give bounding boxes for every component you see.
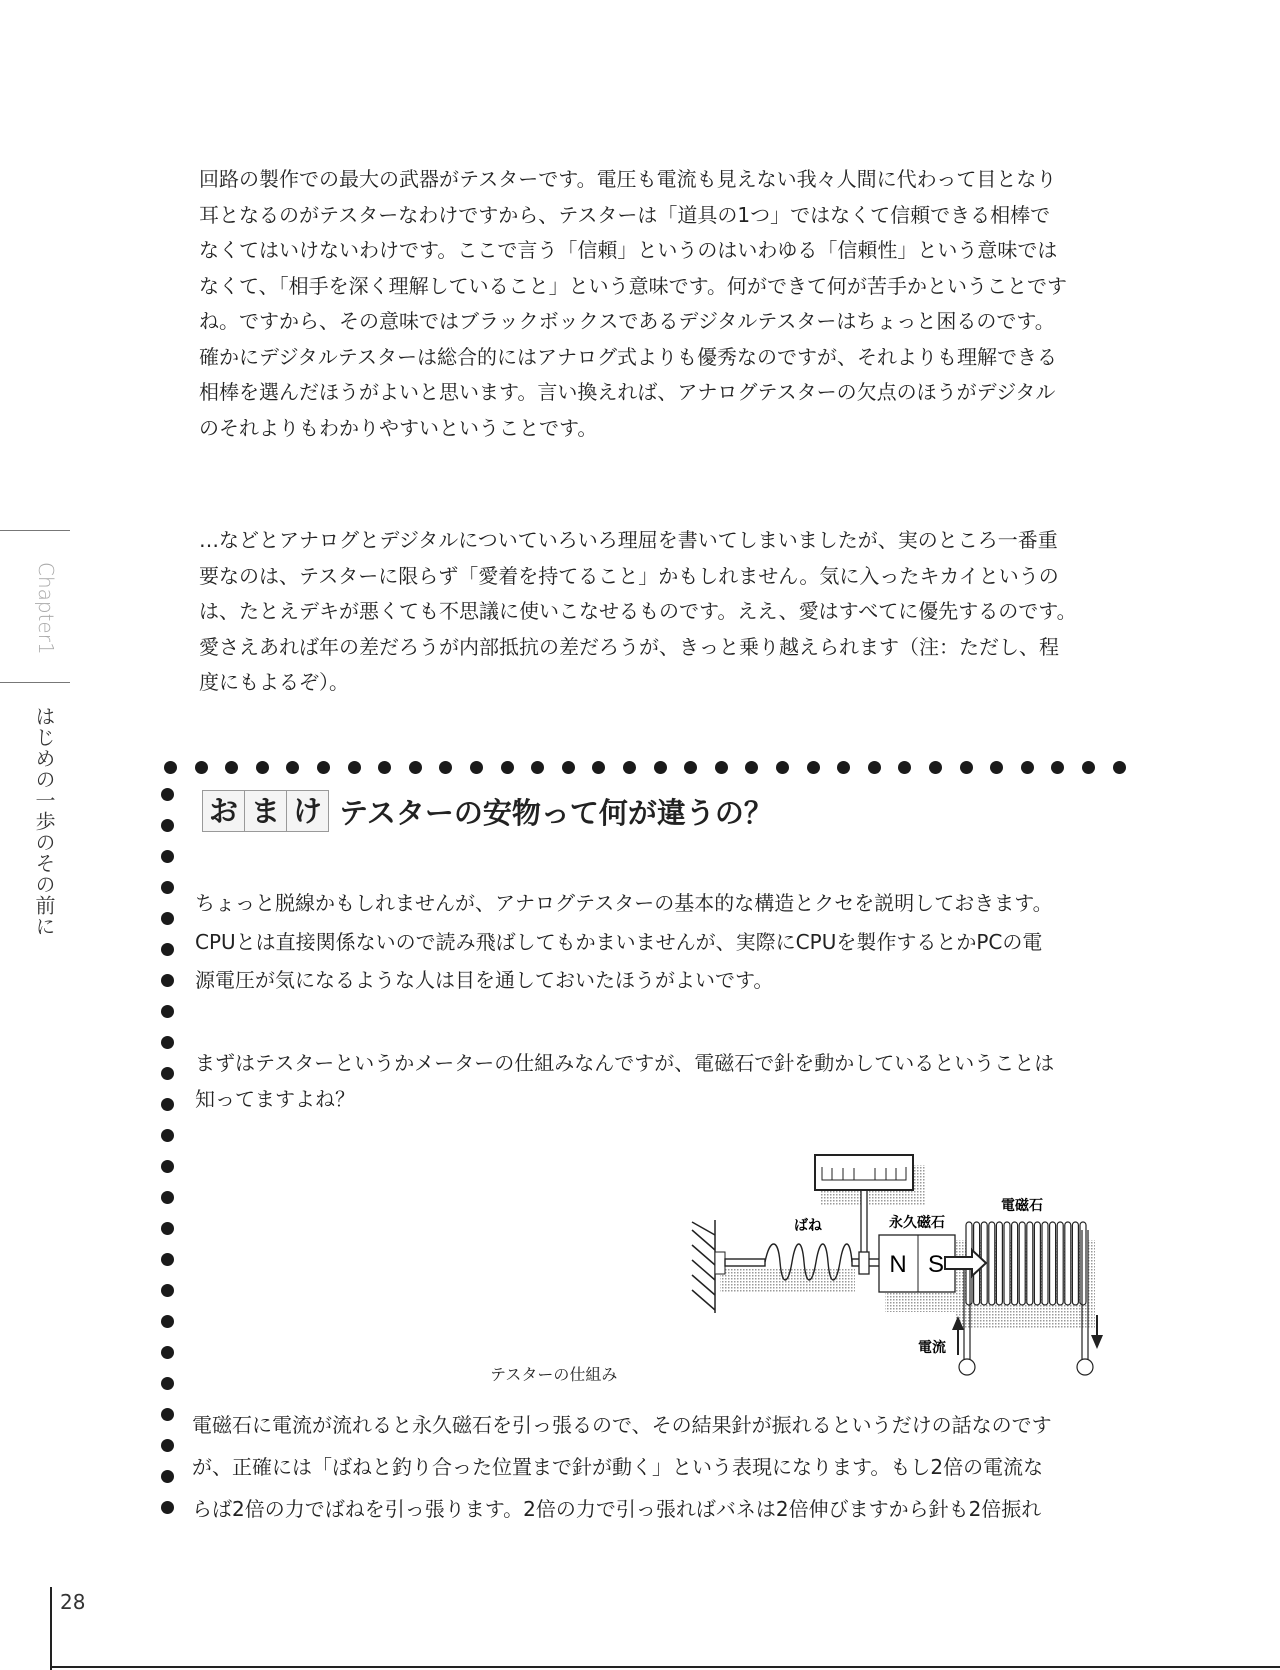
paragraph-section-intro bbox=[195, 884, 1053, 1000]
text-line: のそれよりもわかりやすいということです。 bbox=[199, 415, 598, 440]
border-dot bbox=[807, 761, 820, 774]
border-dot bbox=[161, 1377, 174, 1390]
border-dot bbox=[161, 1346, 174, 1359]
page-number-rule bbox=[50, 1587, 52, 1670]
border-dot bbox=[161, 1253, 174, 1266]
text-line: …などとアナログとデジタルについていろいろ理屈を書いてしまいましたが、実のところ一番重 bbox=[199, 528, 1058, 552]
border-dot bbox=[161, 1501, 174, 1514]
text-line: は、たとえデキが悪くても不思議に使いこなせるものです。ええ、愛はすべてに優先するのです。 bbox=[199, 599, 1077, 623]
border-dot bbox=[161, 1408, 174, 1421]
border-dot bbox=[715, 761, 728, 774]
paragraph-mechanism bbox=[192, 1404, 1052, 1530]
border-dot bbox=[745, 761, 758, 774]
text-line: ちょっと脱線かもしれませんが、アナログテスターの基本的な構造とクセを説明しておきます。 bbox=[195, 891, 1053, 915]
border-dot bbox=[868, 761, 881, 774]
border-dot bbox=[898, 761, 911, 774]
text-line: 要なのは、テスターに限らず「愛着を持てること」かもしれません。気に入ったキカイというの bbox=[199, 563, 1059, 588]
sidebar-divider bbox=[0, 682, 70, 683]
border-dot bbox=[161, 1315, 174, 1328]
chapter-label bbox=[34, 562, 58, 682]
bottom-rule bbox=[50, 1666, 1280, 1668]
text-line: なくてはいけないわけです。ここで言う「信頼」というのはいわゆる「信頼性」という意味では bbox=[199, 238, 1058, 262]
border-dot bbox=[929, 761, 942, 774]
text-line: 耳となるのがテスターなわけですから、テスターは「道具の1つ」ではなくて信頼できる相棒で bbox=[199, 202, 1051, 227]
border-dot bbox=[348, 761, 361, 774]
text-line: ね。ですから、その意味ではブラックボックスであるデジタルテスターはちょっと困るのです。 bbox=[199, 309, 1055, 333]
border-dot bbox=[684, 761, 697, 774]
border-dot bbox=[161, 1191, 174, 1204]
border-dot bbox=[225, 761, 238, 774]
border-dot bbox=[161, 1129, 174, 1142]
omake-badge bbox=[202, 790, 329, 832]
section-title: テスターの安物って何が違うの？ bbox=[339, 795, 773, 830]
border-dot bbox=[161, 912, 174, 925]
border-dot bbox=[1021, 761, 1034, 774]
border-dot bbox=[562, 761, 575, 774]
border-dot bbox=[531, 761, 544, 774]
border-dot bbox=[161, 1005, 174, 1018]
border-dot bbox=[161, 1036, 174, 1049]
border-dot bbox=[470, 761, 483, 774]
border-dot bbox=[990, 761, 1003, 774]
badge-char: お bbox=[203, 791, 245, 831]
border-dot bbox=[161, 1222, 174, 1235]
text-line: 電磁石に電流が流れると永久磁石を引っ張るので、その結果針が振れるというだけの話なのです bbox=[192, 1413, 1052, 1437]
text-line: 愛さえあれば年の差だろうが内部抵抗の差だろうが、きっと乗り越えられます（注：ただし、程 bbox=[199, 634, 1059, 659]
border-dot bbox=[654, 761, 667, 774]
border-dot bbox=[378, 761, 391, 774]
border-dot bbox=[1113, 761, 1126, 774]
border-dot bbox=[161, 850, 174, 863]
permanent-magnet bbox=[879, 1235, 955, 1292]
sidebar-divider bbox=[0, 530, 70, 531]
border-dot bbox=[161, 1470, 174, 1483]
text-line: らば2倍の力でばねを引っ張ります。2倍の力で引っ張ればバネは2倍伸びますから針も2倍振れ bbox=[192, 1497, 1042, 1521]
text-line: が、正確には「ばねと釣り合った位置まで針が動く」という表現になります。もし2倍の電流な bbox=[192, 1455, 1044, 1479]
chapter-title: はじめの一歩のその前に bbox=[32, 706, 56, 937]
chapter-text: Chapter1 bbox=[34, 562, 58, 655]
mount bbox=[715, 1252, 725, 1274]
figure-caption: テスターの仕組み bbox=[490, 1365, 618, 1384]
spring-label: ばね bbox=[794, 1218, 822, 1234]
border-dot bbox=[837, 761, 850, 774]
paragraph-intro bbox=[199, 162, 1067, 446]
border-dot bbox=[161, 1067, 174, 1080]
text-line: まずはテスターというかメーターの仕組みなんですが、電磁石で針を動かしているということは bbox=[195, 1051, 1055, 1075]
border-dot bbox=[776, 761, 789, 774]
text-line: 源電圧が気になるような人は目を通しておいたほうがよいです。 bbox=[195, 968, 774, 992]
border-dot bbox=[960, 761, 973, 774]
north-pole-label: N bbox=[889, 1251, 907, 1278]
page-number: 28 bbox=[60, 1590, 86, 1614]
text-line: 回路の製作での最大の武器がテスターです。電圧も電流も見えない我々人間に代わって目となり bbox=[199, 167, 1057, 191]
border-dot bbox=[256, 761, 269, 774]
border-dot bbox=[161, 819, 174, 832]
border-dot bbox=[161, 881, 174, 894]
text-line: CPUとは直接関係ないので読み飛ばしてもかまいませんが、実際にCPUを製作するとかPCの電 bbox=[195, 929, 1043, 954]
border-dot bbox=[161, 788, 174, 801]
border-dot bbox=[1051, 761, 1064, 774]
badge-char: ま bbox=[245, 791, 287, 831]
text-line: なくて、「相手を深く理解していること」という意味です。何ができて何が苦手かということです bbox=[199, 273, 1067, 298]
wall-icon bbox=[692, 1220, 715, 1313]
border-dot bbox=[161, 1284, 174, 1297]
current-label: 電流 bbox=[918, 1340, 946, 1356]
paragraph-meter bbox=[195, 1045, 1054, 1117]
border-dot bbox=[195, 761, 208, 774]
border-dot bbox=[592, 761, 605, 774]
meter-scale-icon bbox=[815, 1155, 913, 1190]
border-dot bbox=[161, 974, 174, 987]
south-pole-label: S bbox=[927, 1251, 945, 1278]
border-dot bbox=[286, 761, 299, 774]
border-dot bbox=[161, 1160, 174, 1173]
border-dot bbox=[409, 761, 422, 774]
border-dot bbox=[161, 1098, 174, 1111]
text-line: 度にもよるぞ）。 bbox=[199, 670, 349, 694]
text-line: 相棒を選んだほうがよいと思います。言い換えれば、アナログテスターの欠点のほうがデジタル bbox=[199, 380, 1056, 404]
section-heading bbox=[202, 790, 773, 832]
border-dot bbox=[439, 761, 452, 774]
text-line: 確かにデジタルテスターは総合的にはアナログ式よりも優秀なのですが、それよりも理解できる bbox=[199, 344, 1057, 369]
border-dot bbox=[161, 943, 174, 956]
border-dot bbox=[164, 761, 177, 774]
border-dot bbox=[1082, 761, 1095, 774]
border-dot bbox=[161, 1439, 174, 1452]
badge-char: け bbox=[293, 794, 323, 828]
text-line: 知ってますよね？ bbox=[195, 1087, 355, 1111]
border-dot bbox=[501, 761, 514, 774]
paragraph-attachment bbox=[199, 523, 1077, 701]
border-dot bbox=[623, 761, 636, 774]
permanent-magnet-label: 永久磁石 bbox=[889, 1215, 945, 1231]
border-dot bbox=[317, 761, 330, 774]
electromagnet-label: 電磁石 bbox=[1001, 1198, 1043, 1214]
tester-mechanism-diagram bbox=[680, 1140, 1120, 1390]
